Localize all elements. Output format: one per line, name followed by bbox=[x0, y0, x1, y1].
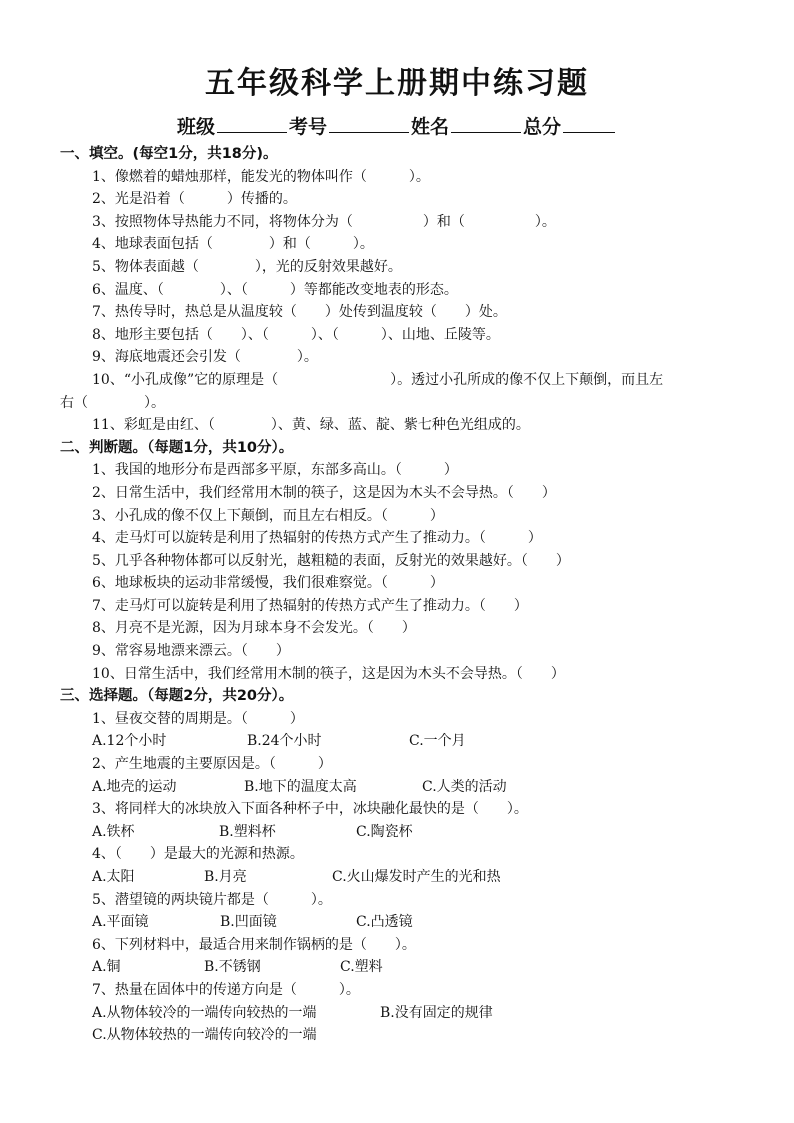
question-item: 6、温度、（ ）、（ ）等都能改变地表的形态。 bbox=[92, 281, 458, 298]
option-a: A.地壳的运动 bbox=[92, 778, 177, 795]
option-a: A.12个小时 bbox=[92, 733, 167, 750]
section-title-true-false: 二、判断题。（每题1分，共10分）。 bbox=[60, 439, 294, 456]
exam-no-blank[interactable] bbox=[329, 114, 409, 133]
option-a: A.铜 bbox=[92, 959, 121, 976]
option-b: B.月亮 bbox=[204, 869, 247, 885]
question-item: 1、我国的地形分布是西部多平原，东部多高山。（ ） bbox=[92, 462, 458, 479]
question-item: 1、昼夜交替的周期是。（ ） bbox=[92, 710, 304, 727]
question-item: 5、物体表面越（ ），光的反射效果越好。 bbox=[92, 258, 402, 275]
options-row bbox=[60, 866, 750, 889]
name-label: 姓名 bbox=[411, 116, 450, 138]
question-item: 2、光是沿着（ ）传播的。 bbox=[92, 191, 297, 208]
question-item: 4、地球表面包括（ ）和（ ）。 bbox=[92, 236, 374, 253]
question-item: 6、地球板块的运动非常缓慢，我们很难察觉。（ ） bbox=[92, 575, 444, 592]
question-item: 5、几乎各种物体都可以反射光，越粗糙的表面，反射光的效果越好。（ ） bbox=[92, 552, 570, 569]
question-item: 9、海底地震还会引发（ ）。 bbox=[92, 349, 318, 366]
options-row bbox=[60, 776, 750, 799]
question-item: 4、走马灯可以旋转是利用了热辐射的传热方式产生了推动力。（ ） bbox=[92, 530, 542, 547]
class-blank[interactable] bbox=[217, 114, 287, 133]
name-blank[interactable] bbox=[451, 114, 521, 133]
option-c: C.火山爆发时产生的光和热 bbox=[332, 869, 501, 885]
option-a: A.平面镜 bbox=[92, 914, 149, 931]
option-c: C.凸透镜 bbox=[356, 914, 413, 931]
question-item: 2、日常生活中，我们经常用木制的筷子，这是因为木头不会导热。（ ） bbox=[92, 484, 556, 501]
question-item: 1、像燃着的蜡烛那样，能发光的物体叫作（ ）。 bbox=[92, 168, 430, 185]
question-item: 3、按照物体导热能力不同，将物体分为（ ）和（ ）。 bbox=[92, 213, 556, 230]
option-a: A.铁杯 bbox=[92, 823, 135, 840]
question-item: 7、热量在固体中的传递方向是（ ）。 bbox=[92, 981, 360, 998]
question-item: 7、走马灯可以旋转是利用了热辐射的传热方式产生了推动力。（ ） bbox=[92, 597, 528, 614]
question-item: 11、彩虹是由红、（ ）、黄、绿、蓝、靛、紫七种色光组成的。 bbox=[92, 417, 530, 434]
options-row bbox=[60, 911, 750, 934]
student-info-row bbox=[0, 112, 794, 139]
options-row bbox=[60, 821, 750, 844]
question-item: 2、产生地震的主要原因是。（ ） bbox=[92, 756, 332, 773]
question-item: 7、热传导时，热总是从温度较（ ）处传到温度较（ ）处。 bbox=[92, 304, 507, 321]
option-b: B.24个小时 bbox=[247, 733, 322, 750]
question-item: 6、下列材料中，最适合用来制作锅柄的是（ ）。 bbox=[92, 936, 416, 953]
exam-content bbox=[60, 143, 750, 1047]
option-a: A.太阳 bbox=[92, 869, 135, 885]
question-item: 8、月亮不是光源，因为月球本身不会发光。（ ） bbox=[92, 620, 416, 637]
option-c: C.一个月 bbox=[409, 733, 466, 750]
question-item: 3、小孔成的像不仅上下颠倒，而且左右相反。（ ） bbox=[92, 507, 444, 524]
option-c: C.塑料 bbox=[340, 959, 383, 976]
question-item: 3、将同样大的冰块放入下面各种杯子中，冰块融化最快的是（ ）。 bbox=[92, 801, 528, 818]
exam-no-label: 考号 bbox=[288, 116, 327, 138]
question-item: 5、潜望镜的两块镜片都是（ ）。 bbox=[92, 891, 332, 908]
section-title-fill-blank: 一、填空。(每空1分，共18分)。 bbox=[60, 146, 278, 162]
class-label: 班级 bbox=[176, 116, 215, 138]
options-row bbox=[60, 1002, 750, 1025]
question-item: 10、“小孔成像”它的原理是（ ）。透过小孔所成的像不仅上下颠倒，而且左 bbox=[92, 371, 664, 388]
question-item-continued: 右（ ）。 bbox=[60, 394, 165, 411]
option-a: A.从物体较冷的一端传向较热的一端 bbox=[92, 1004, 317, 1021]
question-item: 10、日常生活中，我们经常用木制的筷子，这是因为木头不会导热。（ ） bbox=[92, 665, 565, 682]
option-b: B.不锈钢 bbox=[204, 959, 261, 976]
option-b: B.凹面镜 bbox=[220, 914, 277, 931]
option-b: B.地下的温度太高 bbox=[244, 778, 357, 795]
page-title: 五年级科学上册期中练习题 bbox=[205, 66, 589, 101]
option-b: B.塑料杯 bbox=[219, 823, 276, 840]
question-item: 4、（ ）是最大的光源和热源。 bbox=[92, 846, 304, 863]
option-c: C.陶瓷杯 bbox=[356, 823, 413, 840]
option-b: B.没有固定的规律 bbox=[380, 1004, 493, 1021]
question-item: 9、常容易地漂来漂云。（ ） bbox=[92, 643, 290, 660]
section-title-multiple-choice: 三、选择题。（每题2分，共20分）。 bbox=[60, 688, 294, 705]
option-c: C.人类的活动 bbox=[422, 778, 507, 795]
score-blank[interactable] bbox=[563, 114, 615, 133]
score-label: 总分 bbox=[523, 116, 562, 138]
options-row bbox=[60, 730, 750, 753]
options-row bbox=[60, 1024, 750, 1047]
question-item: 8、地形主要包括（ ）、（ ）、（ ）、山地、丘陵等。 bbox=[92, 326, 500, 343]
option-c: C.从物体较热的一端传向较冷的一端 bbox=[92, 1027, 317, 1044]
options-row bbox=[60, 956, 750, 979]
